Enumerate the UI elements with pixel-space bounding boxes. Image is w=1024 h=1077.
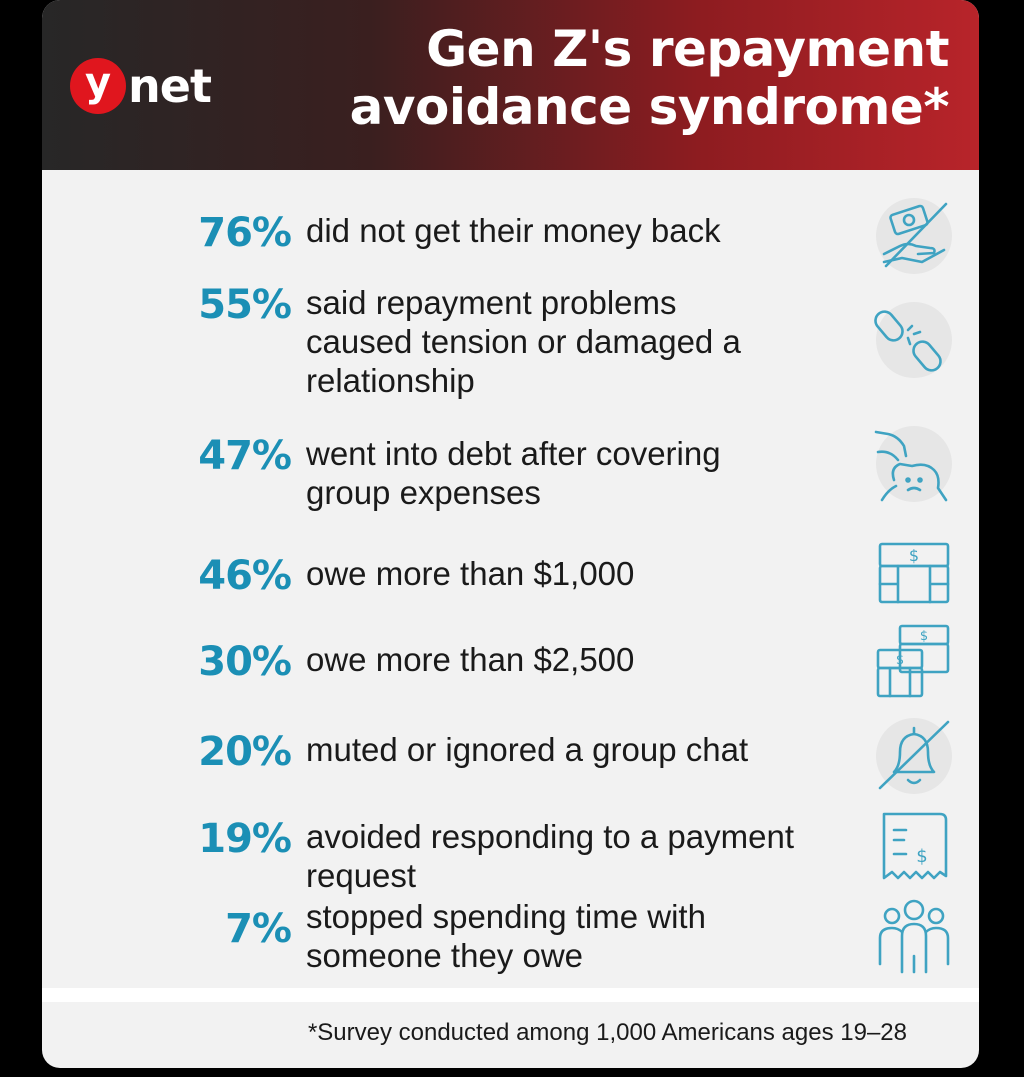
no-money-hand-icon xyxy=(874,196,954,276)
stat-percent: 55% xyxy=(198,282,291,328)
stat-percent: 47% xyxy=(198,433,291,479)
stat-percent: 19% xyxy=(198,816,291,862)
stat-percent: 46% xyxy=(198,553,291,599)
title-line-2: avoidance syndrome* xyxy=(349,78,949,136)
footer-divider xyxy=(42,988,979,1002)
stat-text: went into debt after covering group expenses xyxy=(306,435,721,511)
stat-text: owe more than $2,500 xyxy=(306,641,635,678)
page-title xyxy=(269,20,949,136)
infographic-card xyxy=(42,0,979,1068)
svg-text:$: $ xyxy=(895,653,905,668)
svg-text:$: $ xyxy=(919,629,929,644)
svg-text:$: $ xyxy=(908,546,920,565)
cash-stack-icon xyxy=(874,536,954,616)
stat-text: stopped spending time with someone they owe xyxy=(306,898,706,974)
stat-text: muted or ignored a group chat xyxy=(306,731,749,768)
piggy-bank-icon xyxy=(874,424,954,504)
survey-footnote: *Survey conducted among 1,000 Americans ages 19–28 xyxy=(307,1019,907,1046)
stat-text: did not get their money back xyxy=(306,212,721,249)
broken-chain-icon xyxy=(874,300,954,380)
people-group-icon xyxy=(874,896,954,976)
stat-percent: 20% xyxy=(198,729,291,775)
receipt-icon xyxy=(874,806,954,886)
header-banner xyxy=(42,0,979,170)
stat-percent: 76% xyxy=(198,210,291,256)
logo-letter: y xyxy=(70,58,126,114)
svg-text:$: $ xyxy=(916,846,928,867)
stat-text: said repayment problems caused tension or damaged a relationship xyxy=(306,284,741,399)
title-line-1: Gen Z's repayment xyxy=(426,20,949,78)
double-cash-stack-icon xyxy=(874,622,954,702)
ynet-logo[interactable] xyxy=(70,54,211,118)
stat-percent: 30% xyxy=(198,639,291,685)
muted-bell-icon xyxy=(874,716,954,796)
stat-percent: 7% xyxy=(225,906,291,952)
stat-text: avoided responding to a payment request xyxy=(306,818,795,894)
logo-word: net xyxy=(128,59,211,113)
stat-text: owe more than $1,000 xyxy=(306,555,635,592)
